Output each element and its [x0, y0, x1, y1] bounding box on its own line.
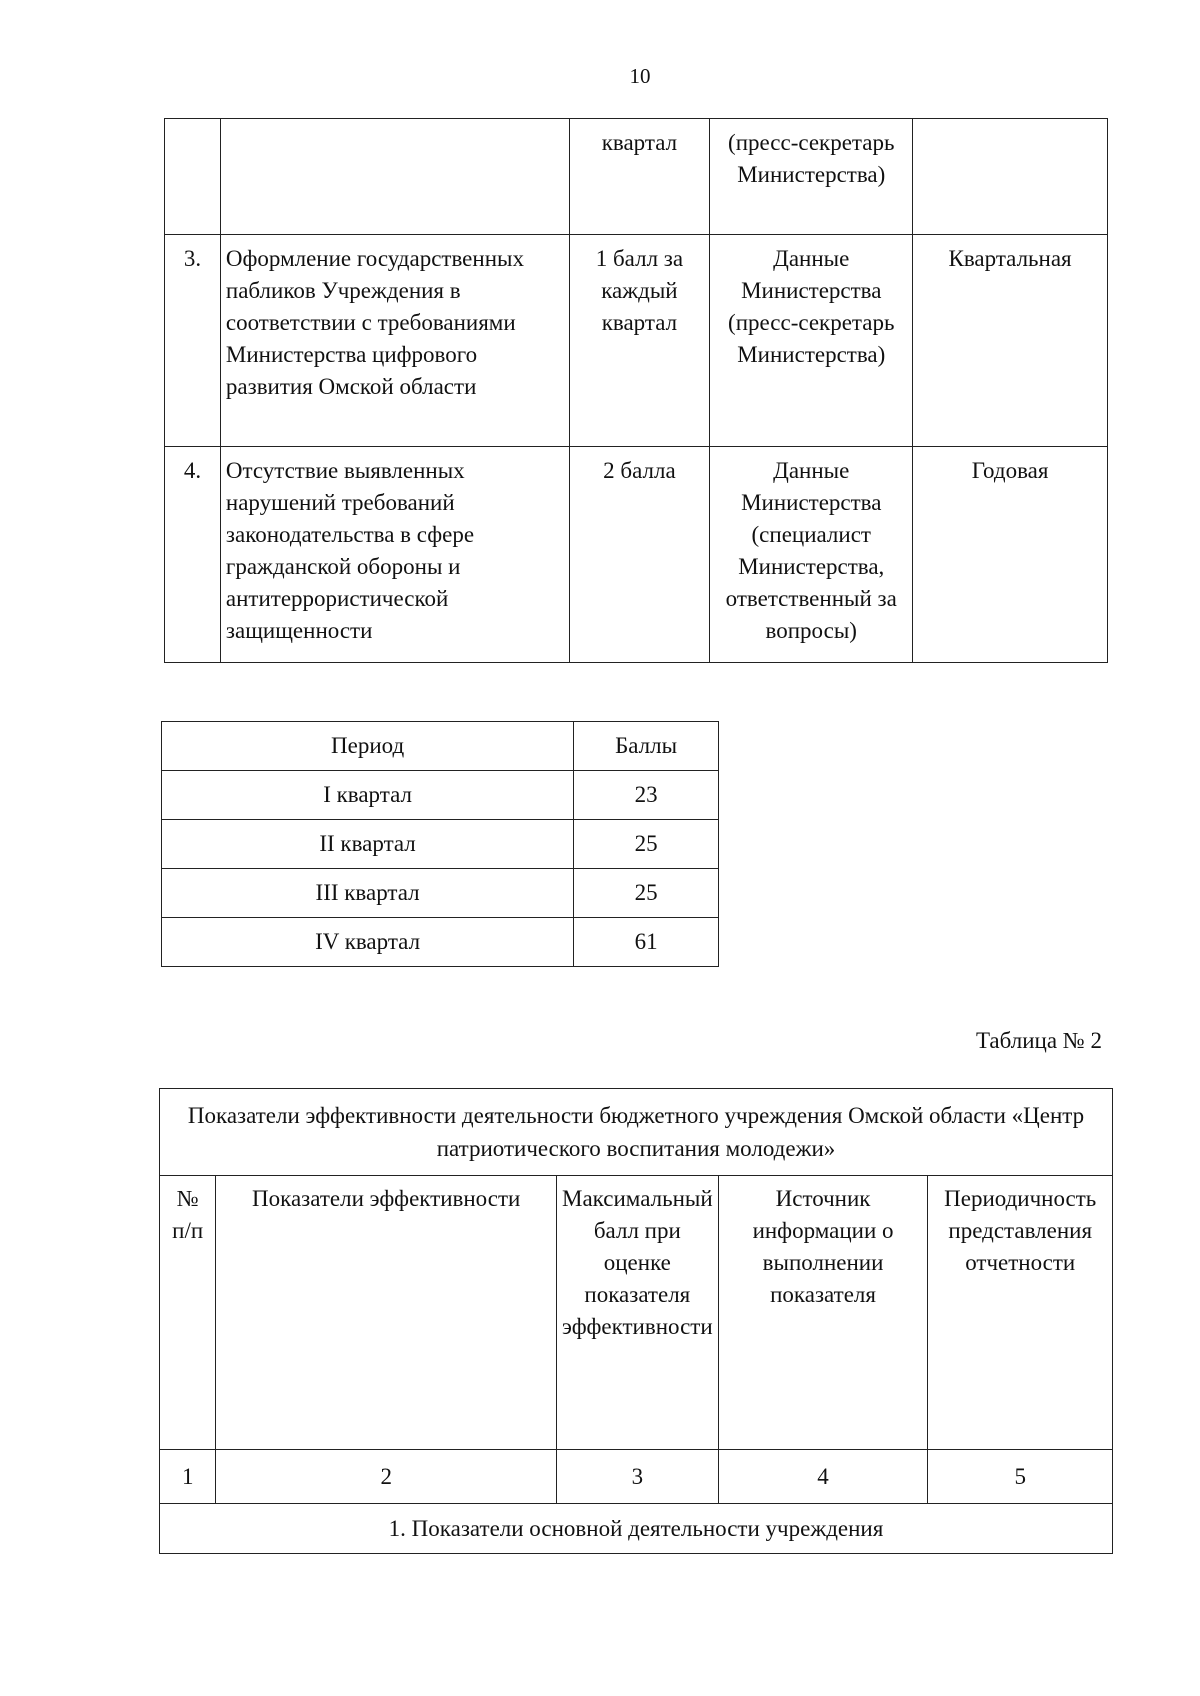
efficiency-indicators-table: [159, 1088, 1113, 1554]
table-row: [165, 447, 1108, 663]
column-number: 3: [557, 1450, 719, 1504]
column-header-score: Баллы: [574, 722, 719, 771]
reporting-period: Годовая: [913, 447, 1108, 663]
column-header-periodicity: Периодичность представления отчетности: [928, 1176, 1113, 1450]
indicators-table-continued: [164, 118, 1108, 663]
column-number: 5: [928, 1450, 1113, 1504]
score-cell: 25: [574, 869, 719, 918]
table-header-row: [160, 1176, 1113, 1450]
score-cell: 61: [574, 918, 719, 967]
reporting-period: Квартальная: [913, 235, 1108, 447]
table-title: Показатели эффективности деятельности бюджетного учреждения Омской области «Центр патриотического воспитания молодежи»: [160, 1089, 1113, 1176]
table-row: [162, 869, 719, 918]
max-score: 2 балла: [569, 447, 710, 663]
indicator-name: Оформление государственных пабликов Учреждения в соответствии с требованиями Министерства цифрового развития Омской области: [220, 235, 569, 447]
row-number: 4.: [165, 447, 221, 663]
table-title-row: [160, 1089, 1113, 1176]
table-row: [165, 235, 1108, 447]
column-number: 4: [718, 1450, 928, 1504]
section-heading: 1. Показатели основной деятельности учреждения: [160, 1504, 1113, 1554]
period-cell: III квартал: [162, 869, 574, 918]
section-row: [160, 1504, 1113, 1554]
info-source: (пресс-секретарь Министерства): [710, 119, 913, 235]
table-row: [162, 820, 719, 869]
max-score: 1 балл за каждый квартал: [569, 235, 710, 447]
table-row: [162, 771, 719, 820]
info-source: Данные Министерства (пресс-секретарь Министерства): [710, 235, 913, 447]
table-row: [165, 119, 1108, 235]
table-header-row: [162, 722, 719, 771]
indicator-name: Отсутствие выявленных нарушений требований законодательства в сфере гражданской обороны и антитеррористической защищенности: [220, 447, 569, 663]
period-cell: IV квартал: [162, 918, 574, 967]
column-header-period: Период: [162, 722, 574, 771]
row-number: 3.: [165, 235, 221, 447]
quarterly-scores-table: [161, 721, 719, 967]
max-score: квартал: [569, 119, 710, 235]
column-header-info-source: Источник информации о выполнении показателя: [718, 1176, 928, 1450]
column-number-row: [160, 1450, 1113, 1504]
info-source: Данные Министерства (специалист Министерства, ответственный за вопросы): [710, 447, 913, 663]
row-number: [165, 119, 221, 235]
column-header-max-score: Максимальный балл при оценке показателя эффективности: [557, 1176, 719, 1450]
column-header-number: № п/п: [160, 1176, 216, 1450]
column-number: 2: [216, 1450, 557, 1504]
reporting-period: [913, 119, 1108, 235]
score-cell: 23: [574, 771, 719, 820]
column-header-indicators: Показатели эффективности: [216, 1176, 557, 1450]
score-cell: 25: [574, 820, 719, 869]
period-cell: II квартал: [162, 820, 574, 869]
column-number: 1: [160, 1450, 216, 1504]
indicator-name: [220, 119, 569, 235]
table-row: [162, 918, 719, 967]
page-number: 10: [629, 64, 651, 88]
table-caption: Таблица № 2: [975, 1028, 1102, 1053]
period-cell: I квартал: [162, 771, 574, 820]
